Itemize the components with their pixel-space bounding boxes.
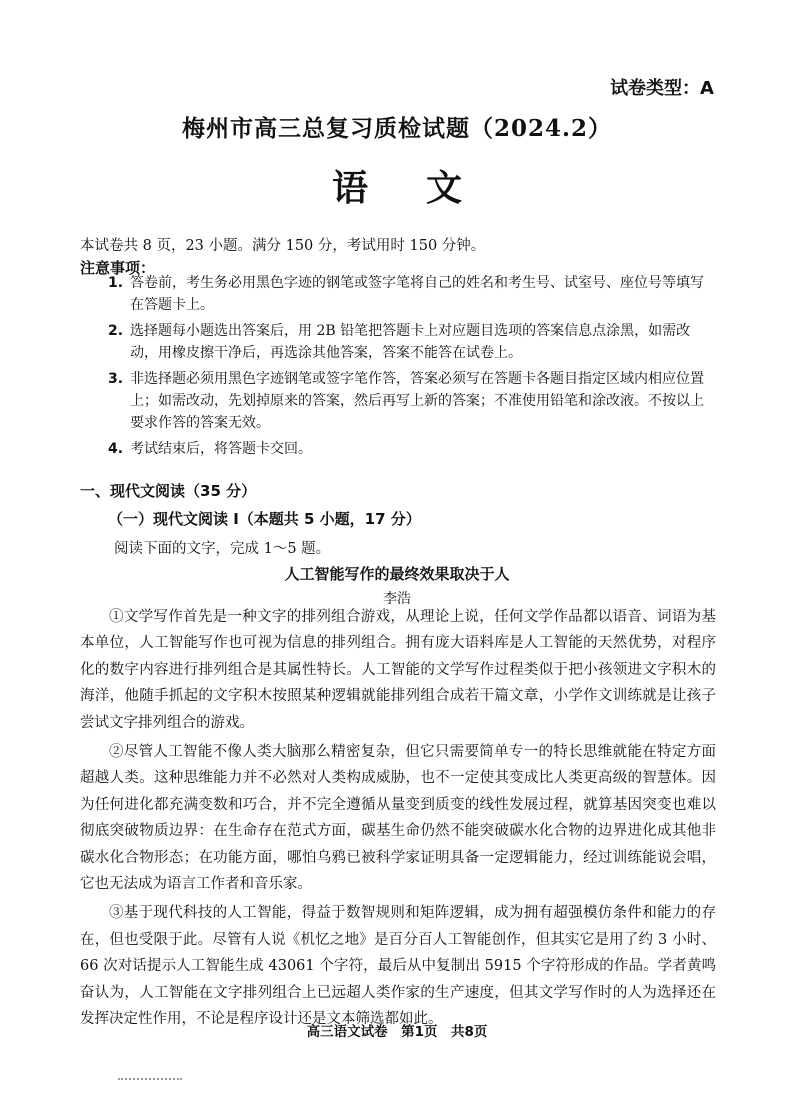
subsection-title: （一）现代文阅读 Ⅰ（本题共 5 小题，17 分）	[108, 510, 421, 528]
article-paragraph: ③基于现代科技的人工智能，得益于数智规则和矩阵逻辑，成为拥有超强模仿条件和能力的存在，但也受限于此。尽管有人说《机忆之地》是百分百人工智能创作，但其实它是用了约 3 小时、66 次对话提示人工智能生成 43061 个字符，最后从中复制出 5915 个字符形成的作品。学者黄鸣奋认为，人工智能在文字排列组合上已远超人类作家的生产速度，但其文学写作时的人为选择还在发挥决定性作用，不论是程序设计还是文本筛选都如此。	[80, 905, 716, 1028]
section-title: 一、现代文阅读（35 分）	[80, 482, 257, 500]
page-footer: 高三语文试卷 第1页 共8页	[306, 1024, 488, 1040]
notice-text: 考试结束后，将答题卡交回。	[130, 441, 312, 457]
notice-item	[108, 320, 716, 364]
paper-type-label: 试卷类型：A	[610, 78, 714, 99]
notice-item	[108, 272, 716, 316]
notice-number: 3.	[108, 371, 124, 387]
article-paragraph: ①文学写作首先是一种文字的排列组合游戏，从理论上说，任何文学作品都以语音、词语为基本单位，人工智能写作也可视为信息的排列组合。拥有庞大语料库是人工智能的天然优势，对程序化的数字内容进行排列组合是其属性特长。人工智能的文学写作过程类似于把小孩领进文字积木的海洋，他随手抓起的文字积木按照某种逻辑就能排列组合成若干篇文章，小学作文训练就是让孩子尝试文字排列组合的游戏。	[80, 609, 716, 731]
notice-list	[108, 272, 716, 464]
notice-number: 2.	[108, 323, 124, 339]
notice-text: 非选择题必须用黑色字迹钢笔或签字笔作答，答案必须写在答题卡各题目指定区域内相应位置上；如需改动，先划掉原来的答案，然后再写上新的答案；不准使用铅笔和涂改液。不按以上要求作答的答案无效。	[130, 371, 704, 431]
exam-title: 梅州市高三总复习质检试题（2024.2）	[181, 115, 613, 142]
notice-number: 4.	[108, 441, 124, 457]
notice-item	[108, 438, 716, 460]
article-title: 人工智能写作的最终效果取决于人	[284, 565, 510, 583]
article-author: 李浩	[383, 591, 411, 607]
article-paragraph: ②尽管人工智能不像人类大脑那么精密复杂，但它只需要简单专一的特长思维就能在特定方面超越人类。这种思维能力并不必然对人类构成威胁，也不一定使其变成比人类更高级的智慧体。因为任何进化都充满变数和巧合，并不完全遵循从量变到质变的线性发展过程，就算基因突变也难以彻底突破物质边界：在生命存在范式方面，碳基生命仍然不能突破碳水化合物的边界进化成其他非碳水化合物形态；在功能方面，哪怕乌鸦已被科学家证明具备一定逻辑能力，经过训练能说会唱，它也无法成为语言工作者和音乐家。	[80, 744, 716, 893]
scan-artifact	[118, 1078, 182, 1084]
reading-instruction: 阅读下面的文字，完成 1～5 题。	[114, 541, 331, 557]
article-body	[80, 604, 716, 1036]
notice-heading: 注意事项：	[80, 259, 156, 277]
notice-text: 选择题每小题选出答案后，用 2B 铅笔把答题卡上对应题目选项的答案信息点涂黑，如需改动，用橡皮擦干净后，再选涂其他答案，答案不能答在试卷上。	[130, 323, 691, 361]
subject-title: 语文	[331, 168, 520, 209]
notice-item	[108, 368, 716, 434]
exam-intro: 本试卷共 8 页，23 小题。满分 150 分，考试用时 150 分钟。	[80, 238, 486, 254]
notice-text: 答卷前，考生务必用黑色字迹的钢笔或签字笔将自己的姓名和考生号、试室号、座位号等填写在答题卡上。	[130, 275, 704, 313]
notice-number: 1.	[108, 275, 124, 291]
